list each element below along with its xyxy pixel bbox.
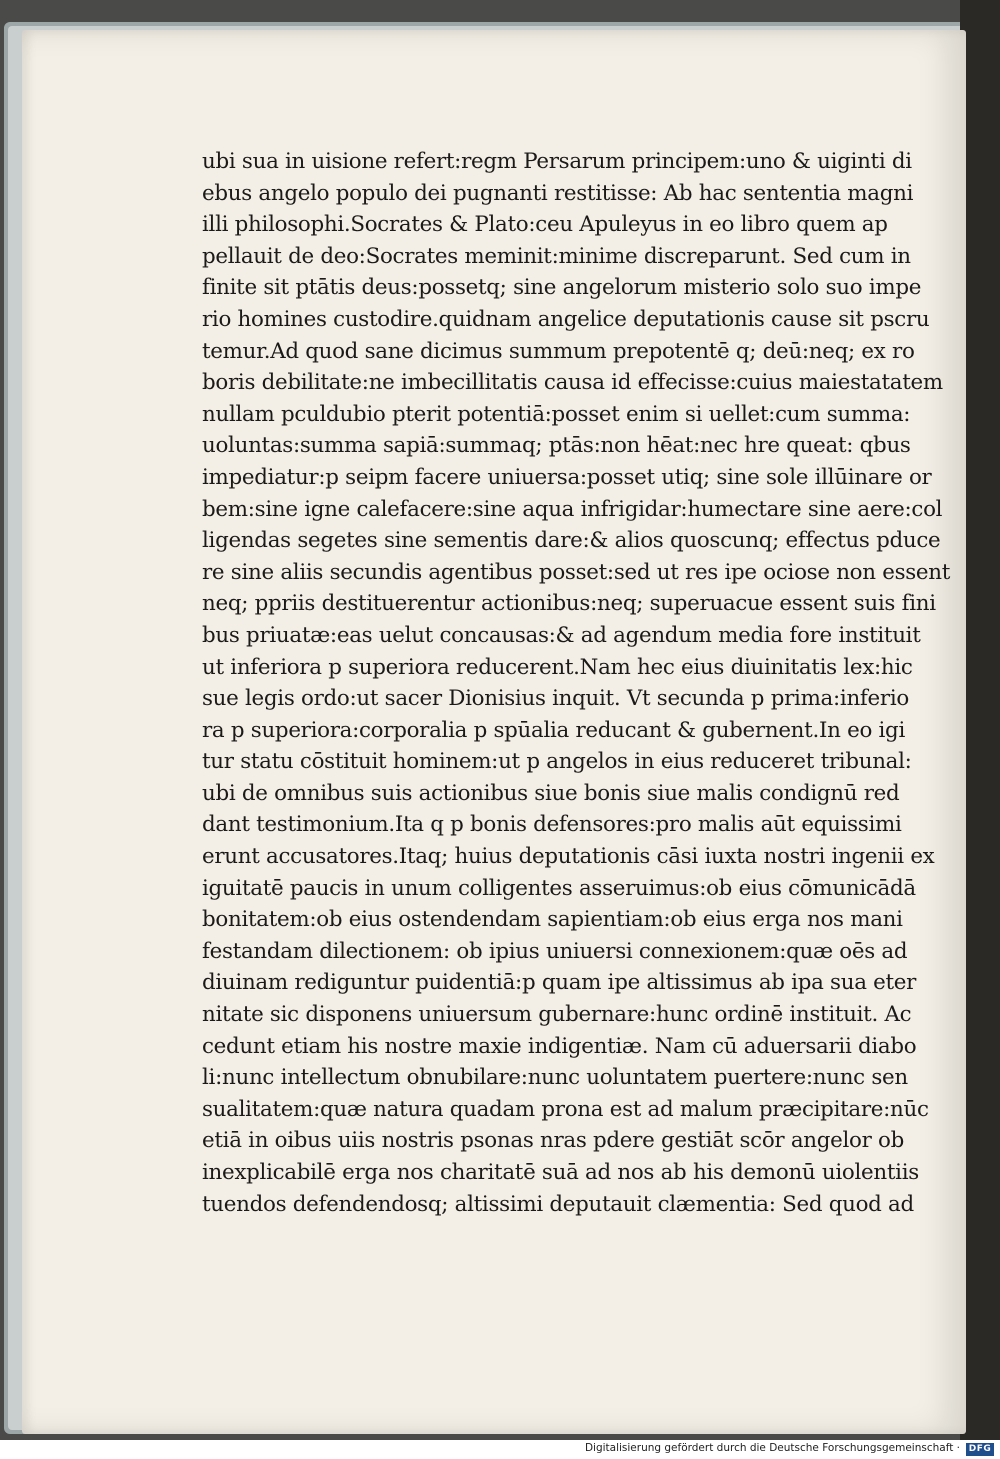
text-line: sualitatem:quæ natura quadam prona est ad malum præcipitare:nūc bbox=[202, 1096, 929, 1122]
book-page bbox=[22, 30, 966, 1434]
text-line: bem:sine igne calefacere:sine aqua infrigidar:humectare sine aere:col bbox=[202, 496, 943, 522]
text-line: tur statu cōstituit hominem:ut p angelos in eius reduceret tribunal: bbox=[202, 749, 912, 775]
text-line: neq; ppriis destituerentur actionibus:neq; superuacue essent suis fini bbox=[202, 591, 936, 617]
text-line: illi philosophi.Socrates & Plato:ceu Apuleyus in eo libro quem ap bbox=[202, 212, 888, 238]
text-line: ra p superiora:corporalia p spūalia reducant & gubernent.In eo igi bbox=[202, 717, 905, 743]
text-line: bonitatem:ob eius ostendendam sapientiam:ob eius erga nos mani bbox=[202, 907, 903, 933]
text-line: erunt accusatores.Itaq; huius deputationis cāsi iuxta nostri ingenii ex bbox=[202, 844, 935, 870]
text-line: diuinam rediguntur puidentiā:p quam ipe altissimus ab ipa sua eter bbox=[202, 970, 917, 996]
text-line: ut inferiora p superiora reducerent.Nam hec eius diuinitatis lex:hic bbox=[202, 654, 913, 680]
text-line: pellauit de deo:Socrates meminit:minime discreparunt. Sed cum in bbox=[202, 243, 911, 269]
text-line: nullam pculdubio pterit potentiā:posset enim si uellet:cum summa: bbox=[202, 401, 911, 427]
text-line: ubi de omnibus suis actionibus siue bonis siue malis condignū red bbox=[202, 780, 900, 806]
text-line: uoluntas:summa sapiā:summaq; ptās:non hēat:nec hre queat: qbus bbox=[202, 433, 911, 459]
text-line: iguitatē paucis in unum colligentes asseruimus:ob eius cōmunicādā bbox=[202, 875, 916, 901]
text-line: nitate sic disponens uniuersum gubernare:hunc ordinē instituit. Ac bbox=[202, 1002, 912, 1028]
text-line: temur.Ad quod sane dicimus summum prepotentē q; deū:neq; ex ro bbox=[202, 338, 915, 364]
text-line: festandam dilectionem: ob ipius uniuersi connexionem:quæ oēs ad bbox=[202, 938, 908, 964]
footer-credit: Digitalisierung gefördert durch die Deutsche Forschungsgemeinschaft · bbox=[584, 1442, 960, 1454]
dfg-logo-icon[interactable]: DFG bbox=[966, 1443, 994, 1456]
book-spine-shadow bbox=[960, 0, 1000, 1440]
text-line: dant testimonium.Ita q p bonis defensores:pro malis aūt equissimi bbox=[202, 812, 902, 838]
footer-bar bbox=[0, 1440, 1000, 1459]
text-line: cedunt etiam his nostre maxie indigentiæ. Nam cū aduersarii diabo bbox=[202, 1033, 917, 1059]
text-line: etiā in oibus uiis nostris psonas nras pdere gestiāt scōr angelor ob bbox=[202, 1128, 905, 1154]
text-line: ebus angelo populo dei pugnanti restitisse: Ab hac sententia magni bbox=[202, 180, 914, 206]
text-line: li:nunc intellectum obnubilare:nunc uoluntatem puertere:nunc sen bbox=[202, 1065, 908, 1091]
text-line: bus priuatæ:eas uelut concausas:& ad agendum media fore instituit bbox=[202, 622, 921, 648]
text-line: tuendos defendendosq; altissimi deputauit clæmentia: Sed quod ad bbox=[202, 1191, 914, 1217]
text-line: inexplicabilē erga nos charitatē suā ad nos ab his demonū uiolentiis bbox=[202, 1160, 919, 1185]
text-line: finite sit ptātis deus:possetq; sine angelorum misterio solo suo impe bbox=[202, 275, 922, 301]
text-line: impediatur:p seipm facere uniuersa:posset utiq; sine sole illūinare or bbox=[202, 464, 932, 490]
text-line: boris debilitate:ne imbecillitatis causa id effecisse:cuius maiestatatem bbox=[202, 370, 943, 396]
text-line: re sine aliis secundis agentibus posset:sed ut res ipe ociose non essent bbox=[202, 559, 951, 585]
text-line: ubi sua in uisione refert:regm Persarum principem:uno & uiginti di bbox=[202, 149, 912, 174]
text-line: ligendas segetes sine sementis dare:& alios quoscunq; effectus pduce bbox=[202, 528, 941, 554]
text-line: sue legis ordo:ut sacer Dionisius inquit. Vt secunda p prima:inferio bbox=[202, 686, 909, 712]
text-block bbox=[202, 146, 951, 1220]
text-line: rio homines custodire.quidnam angelice deputationis cause sit pscru bbox=[202, 306, 930, 332]
